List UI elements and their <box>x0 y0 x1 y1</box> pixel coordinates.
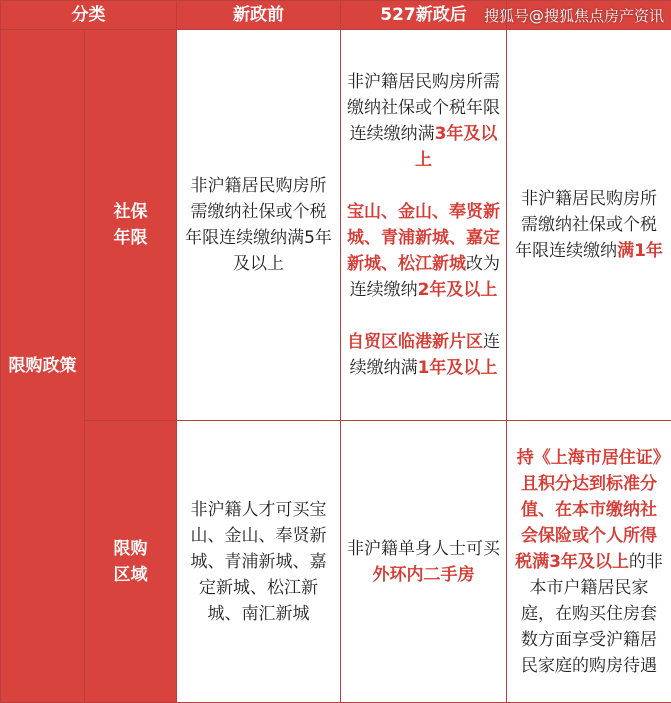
category-cell: 限购政策 <box>1 30 85 703</box>
new-policy-paragraph-2: 宝山、金山、奉贤新城、青浦新城、嘉定新城、松江新城改为连续缴纳2年及以上 <box>347 199 500 303</box>
table-row-purchase-area <box>1 421 671 703</box>
old-policy-social-security: 非沪籍居民购房所需缴纳社保或个税年限连续缴纳满5年及以上 <box>177 30 341 421</box>
header-old-policy: 新政前 <box>177 1 341 30</box>
table-row-social-security <box>1 30 671 421</box>
new-policy-social-security <box>341 30 507 421</box>
header-new-policy: 527新政后 <box>341 1 507 30</box>
sub-label-social-security: 社保 年限 <box>85 30 177 421</box>
extra-social-security: 非沪籍居民购房所需缴纳社保或个税年限连续缴纳满1年 <box>507 30 671 421</box>
watermark: 搜狐号@搜狐焦点房产资讯 <box>484 5 664 26</box>
old-policy-purchase-area: 非沪籍人才可买宝山、金山、奉贤新城、青浦新城、嘉定新城、松江新城、南汇新城 <box>177 421 341 703</box>
new-policy-purchase-area: 非沪籍单身人士可买外环内二手房 <box>341 421 507 703</box>
extra-purchase-area: 持《上海市居住证》且积分达到标准分值、在本市缴纳社会保险或个人所得税满3年及以上的非本市户籍居民家庭，在购买住房套数方面享受沪籍居民家庭的购房待遇 <box>507 421 671 703</box>
new-policy-paragraph-3: 自贸区临港新片区连续缴纳满1年及以上 <box>347 329 500 381</box>
header-category: 分类 <box>1 1 177 30</box>
new-policy-paragraph-1: 非沪籍居民购房所需缴纳社保或个税年限连续缴纳满3年及以上 <box>347 69 500 173</box>
sub-label-purchase-area: 限购 区域 <box>85 421 177 703</box>
